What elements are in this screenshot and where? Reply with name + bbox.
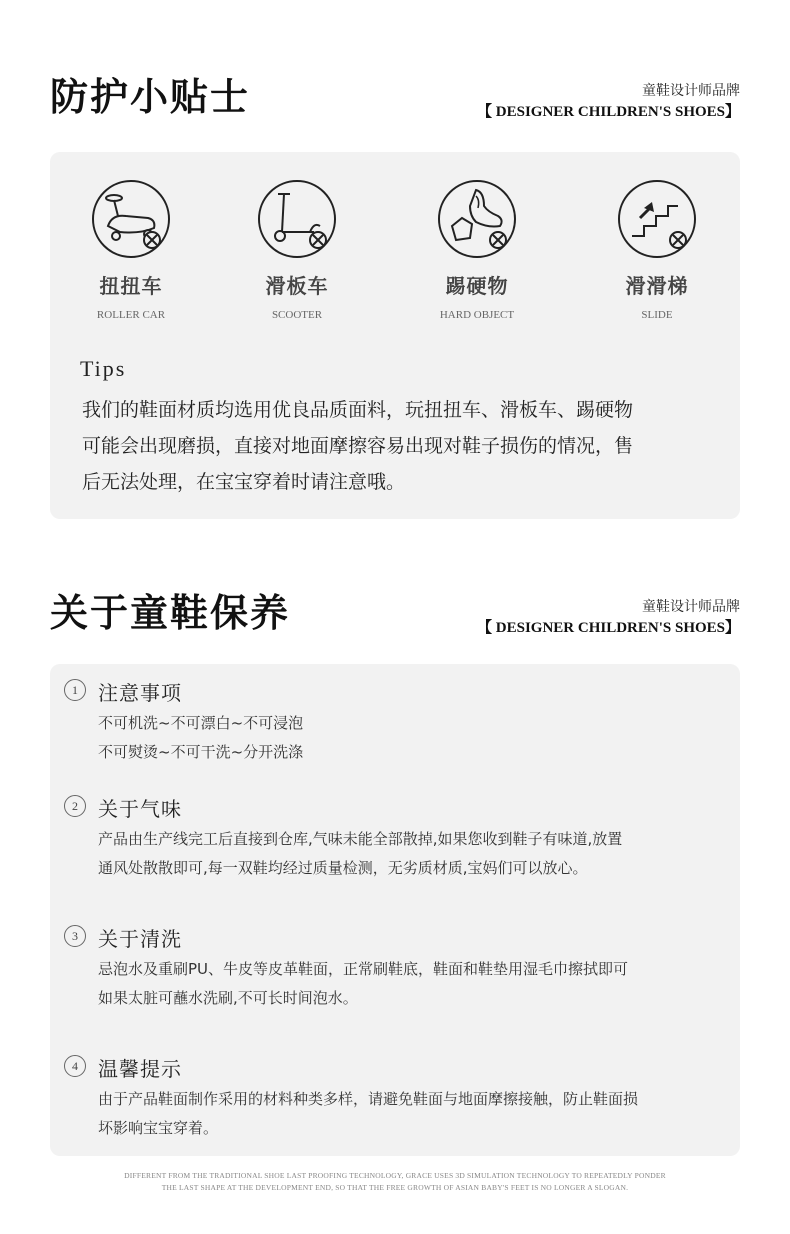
number-badge: 2 (64, 795, 86, 817)
hard-object-icon (436, 178, 518, 260)
care-line: 不可机洗~不可漂白~不可浸泡 (98, 714, 304, 732)
tips-title: Tips (80, 356, 127, 381)
number-badge: 1 (64, 679, 86, 701)
care-item-text (98, 1085, 698, 1143)
tips-line: 后无法处理，在宝宝穿着时请注意哦。 (82, 471, 406, 493)
care-line: 如果太脏可蘸水洗刷,不可长时间泡水。 (98, 989, 358, 1007)
care-item-text (98, 709, 698, 767)
care-item-text (98, 825, 698, 883)
footer-line: DIFFERENT FROM THE TRADITIONAL SHOE LAST PROOFING TECHNOLOGY, GRACE USES 3D SIMULATION TECHNOLOGY TO REPEATEDLY PONDER (124, 1171, 666, 1180)
care-line: 坏影响宝宝穿着。 (98, 1119, 219, 1137)
tips-line: 我们的鞋面材质均选用优良品质面料，玩扭扭车、滑板车、踢硬物 (82, 399, 634, 421)
icon-label-cn: 滑滑梯 (625, 274, 689, 298)
scooter-icon (256, 178, 338, 260)
number-badge: 3 (64, 925, 86, 947)
slide-icon (616, 178, 698, 260)
care-item (64, 677, 724, 767)
protection-icons-row (50, 178, 740, 321)
care-item-title: 关于清洗 (98, 927, 182, 951)
care-item-text (98, 955, 698, 1013)
brand-name-cn: 童鞋设计师品牌 (642, 83, 740, 99)
page-title: 防护小贴士 (50, 75, 251, 119)
icon-label-en: SCOOTER (271, 309, 323, 321)
care-card (50, 664, 740, 1156)
footer-slogan (0, 1170, 790, 1194)
icon-label-en: HARD OBJECT (439, 309, 515, 321)
care-item-title: 注意事项 (98, 681, 182, 705)
brand-name-cn: 童鞋设计师品牌 (642, 599, 740, 615)
care-line: 不可熨烫~不可干洗~分开洗涤 (98, 743, 304, 761)
icon-label-cn: 扭扭车 (99, 274, 163, 298)
icon-item-scooter (222, 178, 372, 321)
tips-line: 可能会出现磨损，直接对地面摩擦容易出现对鞋子损伤的情况，售 (82, 435, 634, 457)
section-title: 关于童鞋保养 (50, 591, 291, 635)
icon-item-hard-object (402, 178, 552, 321)
protection-tips-header (0, 66, 790, 146)
footer-line: THE LAST SHAPE AT THE DEVELOPMENT END, SO THAT THE FREE GROWTH OF ASIAN BABY'S FEET IS NO LONGER A SLOGAN. (161, 1183, 629, 1192)
care-item-title: 温馨提示 (98, 1057, 182, 1081)
icon-item-slide (582, 178, 732, 321)
brand-name-en: 【 DESIGNER CHILDREN'S SHOES】 (477, 620, 740, 636)
care-line: 通风处散散即可,每一双鞋均经过质量检测，无劣质材质,宝妈们可以放心。 (98, 859, 588, 877)
care-header (0, 582, 790, 662)
icon-label-cn: 滑板车 (265, 274, 329, 298)
care-line: 产品由生产线完工后直接到仓库,气味未能全部散掉,如果您收到鞋子有味道,放置 (98, 830, 623, 848)
care-item-title: 关于气味 (98, 797, 182, 821)
care-item (64, 1053, 724, 1143)
protection-tips-card (50, 152, 740, 519)
care-item (64, 923, 724, 1013)
icon-label-en: ROLLER CAR (96, 309, 166, 321)
icon-item-roller-car (56, 178, 206, 321)
care-line: 忌泡水及重刷PU、牛皮等皮革鞋面，正常刷鞋底，鞋面和鞋垫用湿毛巾擦拭即可 (98, 960, 629, 978)
roller-car-icon (90, 178, 172, 260)
brand-name-en: 【 DESIGNER CHILDREN'S SHOES】 (477, 104, 740, 120)
care-line: 由于产品鞋面制作采用的材料种类多样，请避免鞋面与地面摩擦接触，防止鞋面损 (98, 1090, 639, 1108)
care-item (64, 793, 724, 883)
icon-label-en: SLIDE (641, 309, 673, 321)
tips-body (82, 392, 722, 500)
number-badge: 4 (64, 1055, 86, 1077)
icon-label-cn: 踢硬物 (445, 274, 509, 298)
